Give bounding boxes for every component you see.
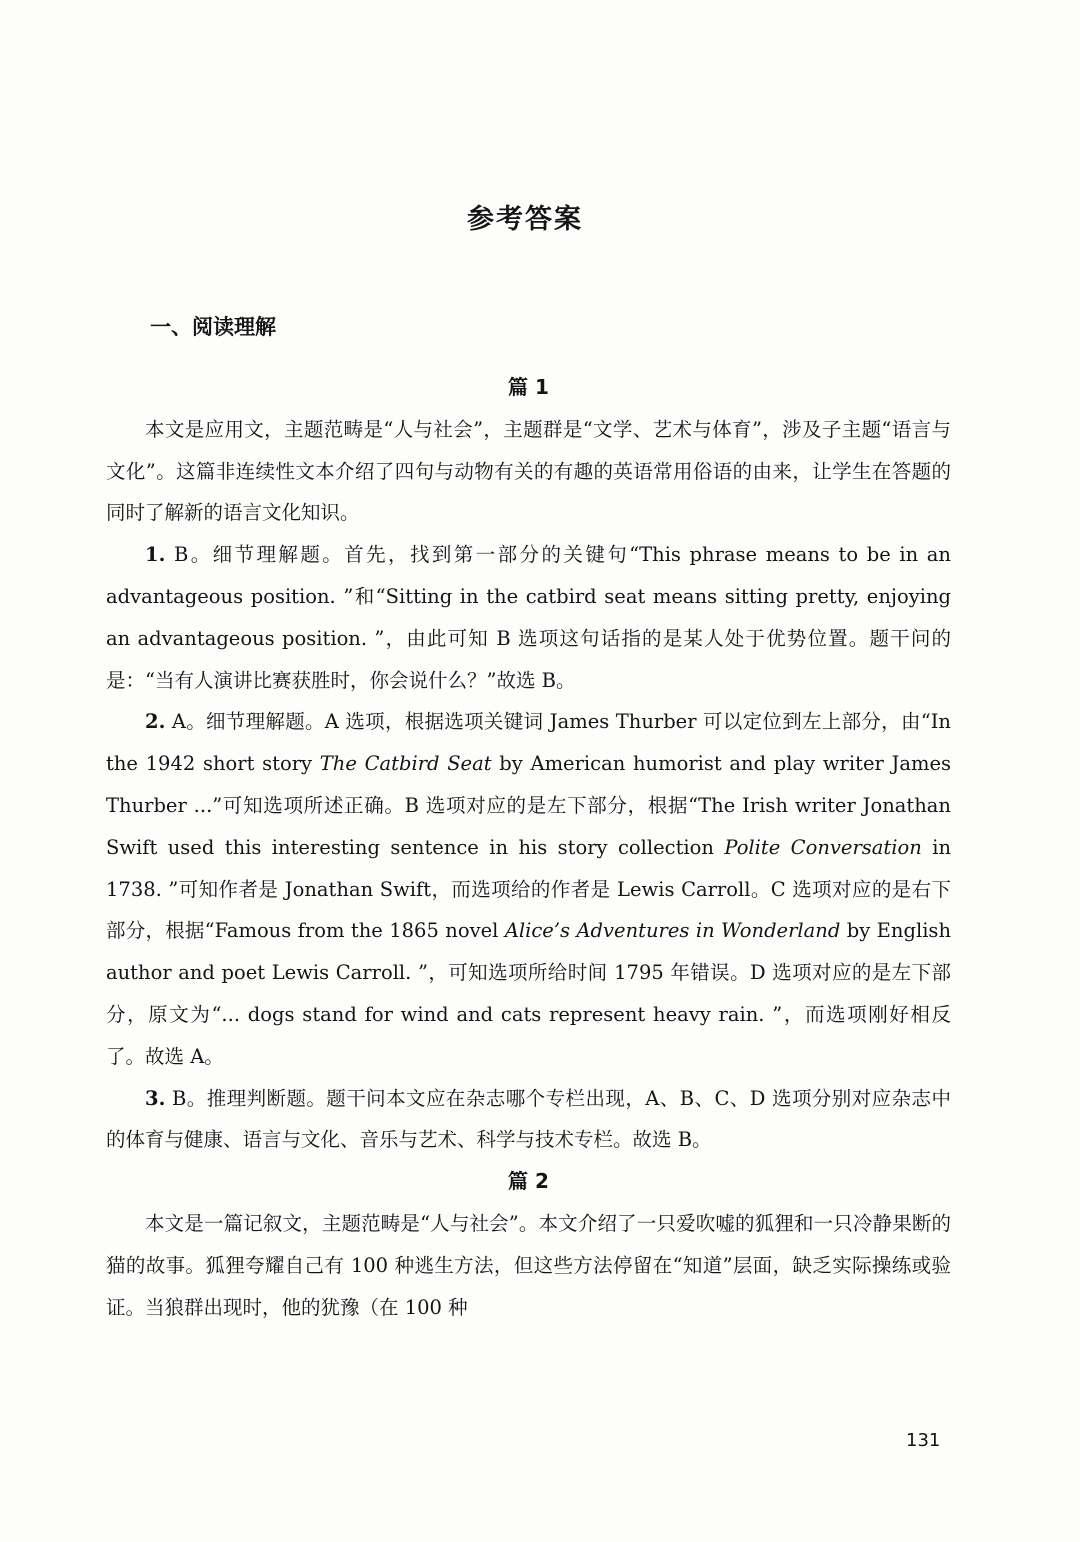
title-polite-conversation: Polite Conversation	[724, 835, 922, 859]
title-catbird-seat: The Catbird Seat	[319, 752, 492, 776]
answer-2-number: 2.	[145, 710, 166, 734]
answer-3	[106, 1078, 951, 1162]
answer-2-text-4: by English author and poet Lewis Carroll. ”，可知选项所给时间 1795 年错误。D 选项对应的是左下部分，原文为“... dogs stand for wind and cats represent heavy rain. ”，而选项刚好相反了。故选 A。	[106, 919, 951, 1068]
answer-2	[106, 701, 951, 1077]
answer-2-text-1: A。细节理解题。A 选项，根据选项关键词 James Thurber 可以定位到左上部分，由“In the 1942 short story	[106, 710, 951, 776]
passage-2-heading: 篇 2	[508, 1169, 549, 1194]
answer-1-number: 1.	[145, 543, 166, 567]
answer-2-text-3: in 1738. ”可知作者是 Jonathan Swift，而选项给的作者是 Lewis Carroll。C 选项对应的是右下部分，根据“Famous from the 1865 novel	[106, 835, 951, 943]
page-title: 参考答案	[467, 204, 583, 235]
answer-3-number: 3.	[145, 1086, 166, 1110]
answer-body	[106, 367, 951, 1328]
answer-1-text: B。细节理解题。首先，找到第一部分的关键句“This phrase means to be in an advantageous position. ”和“Sitting in the catbird seat means sitting pretty, enjoying an advantageous position. ”，由此可知 B 选项这句话指的是某人处于优势位置。题干问的是：“当有人演讲比赛获胜时，你会说什么？”故选 B。	[106, 543, 951, 692]
answer-3-text: B。推理判断题。题干问本文应在杂志哪个专栏出现，A、B、C、D 选项分别对应杂志中的体育与健康、语言与文化、音乐与艺术、科学与技术专栏。故选 B。	[106, 1086, 951, 1152]
section-heading: 一、阅读理解	[150, 315, 276, 339]
passage-1-heading: 篇 1	[508, 375, 549, 399]
passage-2-intro: 本文是一篇记叙文，主题范畴是“人与社会”。本文介绍了一只爱吹嘘的狐狸和一只冷静果断的猫的故事。狐狸夸耀自己有 100 种逃生方法，但这些方法停留在“知道”层面，缺乏实际操练或验证。当狼群出现时，他的犹豫（在 100 种	[106, 1211, 951, 1319]
passage-1-intro: 本文是应用文，主题范畴是“人与社会”，主题群是“文学、艺术与体育”，涉及子主题“语言与文化”。这篇非连续性文本介绍了四句与动物有关的有趣的英语常用俗语的由来，让学生在答题的同时了解新的语言文化知识。	[106, 417, 951, 525]
answer-2-text-2: by American humorist and play writer James Thurber ...”可知选项所述正确。B 选项对应的是左下部分，根据“The Irish writer Jonathan Swift used this interesting sentence in his story collection	[106, 752, 951, 859]
page-number: 131	[906, 1430, 941, 1451]
title-alice: Alice’s Adventures in Wonderland	[504, 919, 841, 943]
answer-1	[106, 534, 951, 701]
